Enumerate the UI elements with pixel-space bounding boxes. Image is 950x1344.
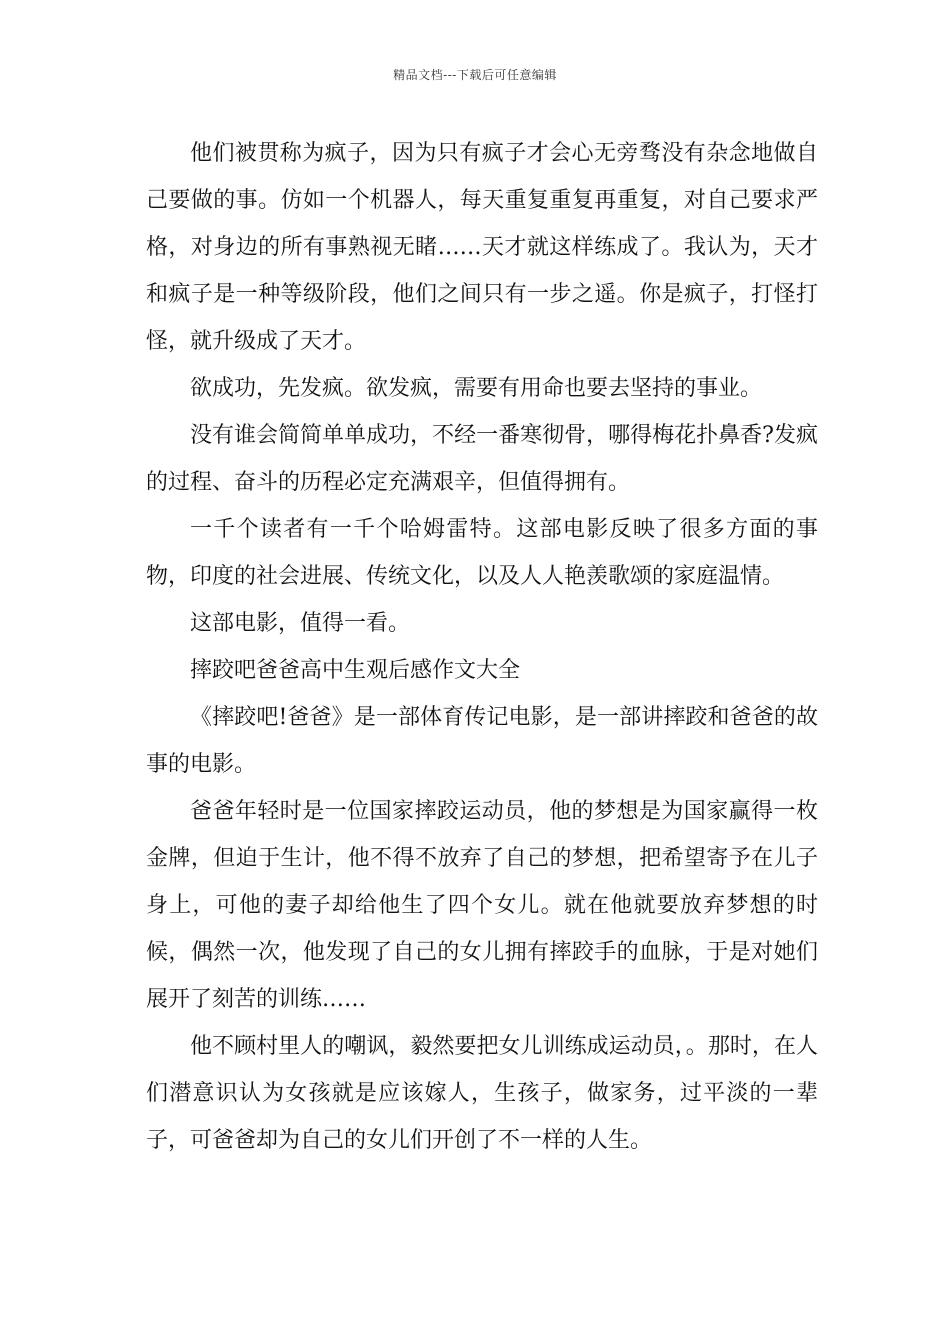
- paragraph-2: 欲成功，先发疯。欲发疯，需要有用命也要去坚持的事业。: [190, 376, 763, 401]
- section-title: 摔跤吧爸爸高中生观后感作文大全: [190, 658, 521, 683]
- page-header: 精品文档---下载后可任意编辑: [393, 68, 557, 82]
- paragraph-7: 《摔跤吧!爸爸》是一部体育传记电影，是一部讲摔跤和爸爸的故事的电影。: [146, 705, 818, 777]
- paragraph-9: 他不顾村里人的嘲讽，毅然要把女儿训练成运动员，。那时，在人们潜意识认为女孩就是应该嫁人，生孩子，做家务，过平淡的一辈子，可爸爸却为自己的女儿们开创了不一样的人生。: [146, 1034, 818, 1153]
- paragraph-4: 一千个读者有一千个哈姆雷特。这部电影反映了很多方面的事物，印度的社会进展、传统文化，以及人人艳羡歌颂的家庭温情。: [146, 517, 818, 589]
- paragraph-3: 没有谁会简简单单成功，不经一番寒彻骨，哪得梅花扑鼻香?发疯的过程、奋斗的历程必定充满艰辛，但值得拥有。: [146, 423, 818, 495]
- document-body: [146, 130, 818, 1164]
- paragraph-1: 他们被贯称为疯子，因为只有疯子才会心无旁骛没有杂念地做自己要做的事。仿如一个机器人，每天重复重复再重复，对自己要求严格，对身边的所有事熟视无睹……天才就这样练成了。我认为，天才和疯子是一种等级阶段，他们之间只有一步之遥。你是疯子，打怪打怪，就升级成了天才。: [146, 141, 818, 354]
- paragraph-8: 爸爸年轻时是一位国家摔跤运动员，他的梦想是为国家赢得一枚金牌，但迫于生计，他不得不放弃了自己的梦想，把希望寄予在儿子身上，可他的妻子却给他生了四个女儿。就在他就要放弃梦想的时候，偶然一次，他发现了自己的女儿拥有摔跤手的血脉，于是对她们展开了刻苦的训练……: [146, 799, 818, 1012]
- paragraph-5: 这部电影，值得一看。: [190, 611, 411, 636]
